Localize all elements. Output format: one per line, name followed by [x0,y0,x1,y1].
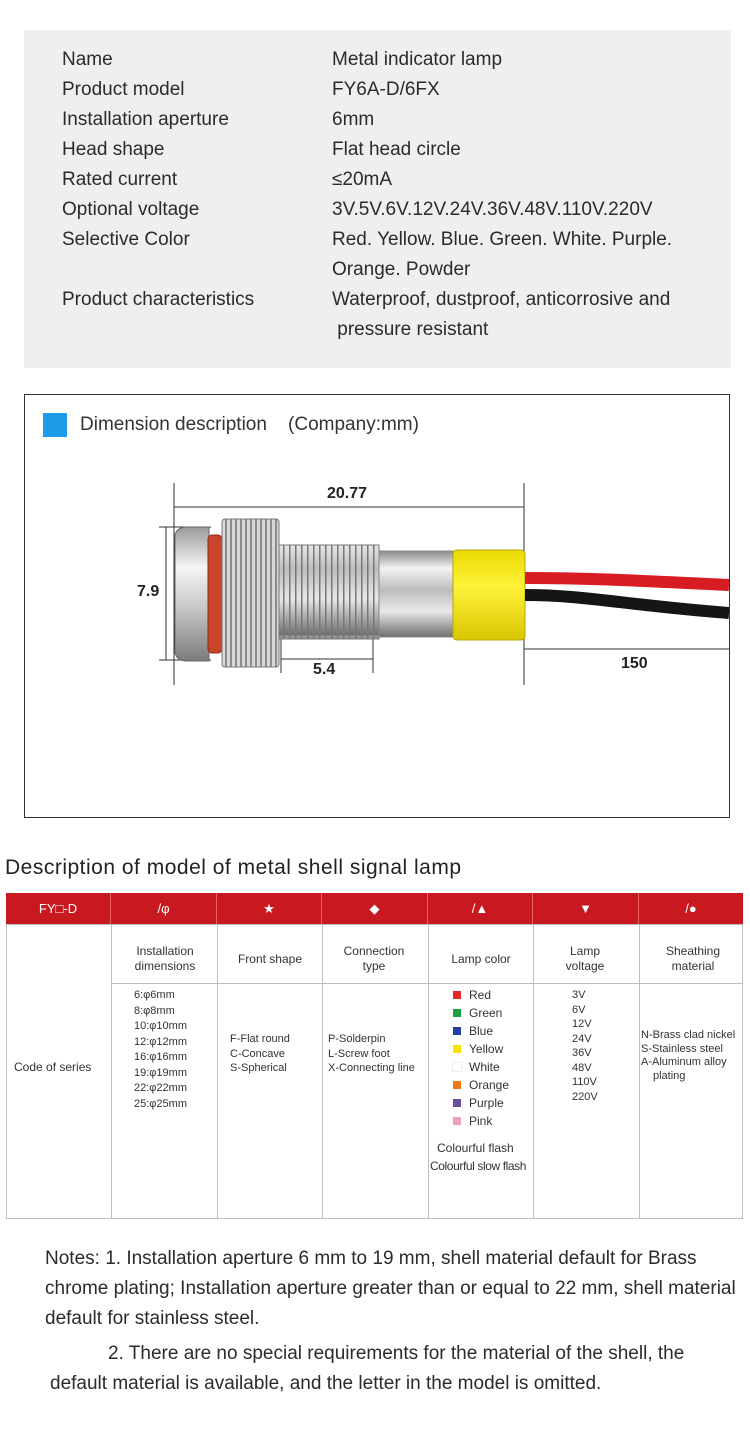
dim-label-wire-length: 150 [621,655,648,672]
table-body [6,924,743,1219]
list-item: 12:φ12mm [134,1035,187,1048]
color-label: Red [469,988,492,1002]
note-1: Notes: 1. Installation aperture 6 mm to 19 mm, shell material default for Brass chrome plating; Installation aperture greater than or equal to 22 mm, shell material default for stainless steel. [45,1248,736,1329]
color-label: Blue [469,1024,494,1038]
subheader-front-shape: Front shape [237,951,303,966]
black-wire [525,595,729,613]
spec-key: Name [62,49,113,70]
list-item: 19:φ19mm [134,1066,187,1079]
list-item: 22:φ22mm [134,1082,187,1094]
list-item: A-Aluminum alloy [641,1056,727,1068]
color-item-purple [453,1094,509,1112]
list-item: 110V [572,1076,597,1088]
spec-key: Rated current [62,169,178,190]
dim-label-total-length: 20.77 [327,485,368,502]
spec-value: ≤20mA [332,169,393,190]
thread-body [279,545,379,639]
color-item-pink [453,1112,509,1130]
dimension-unit: (Company:mm) [288,414,419,435]
color-label: Pink [469,1114,493,1128]
spec-value: 6mm [332,109,375,130]
row-label-code-of-series: Code of series [14,1060,92,1074]
list-item: 16:φ16mm [134,1051,187,1063]
color-label: Orange [469,1078,510,1092]
green-swatch-icon [453,1009,461,1017]
spec-key: Head shape [62,139,165,160]
header-star: ★ [217,893,322,924]
spec-key: Selective Color [62,229,190,250]
list-item: F-Flat round [230,1033,290,1045]
dim-label-head-height: 7.9 [137,583,160,600]
subheader-installation: Installation dimensions [134,944,196,973]
spec-value: FY6A-D/6FX [332,79,440,100]
header-diamond: ◆ [322,893,428,924]
knurled-nut [222,519,279,667]
dimension-panel [24,394,730,818]
list-item: 48V [572,1061,592,1074]
purple-swatch-icon [453,1099,461,1107]
color-item-yellow [453,1040,509,1058]
lamp-color-list [453,986,509,1130]
subheader-sheathing: Sheathing material [665,944,721,973]
spec-value [332,225,722,285]
note-2-line1: 2. There are no special requirements for the material of the shell, the [108,1343,685,1364]
header-diameter: /φ [111,893,217,924]
shaft [379,551,453,637]
lamp-head [175,527,209,661]
list-item: plating [653,1069,686,1082]
list-item: C-Concave [230,1047,286,1060]
color-item-blue [453,1022,509,1040]
sheathing-list [641,1029,735,1083]
color-label: Purple [469,1096,504,1110]
note-2 [50,1339,745,1399]
spec-value-line1: Waterproof, dustproof, anticorrosive and [332,289,671,310]
list-item: 6:φ6mm [134,989,175,1001]
list-item: 6V [572,1003,586,1016]
list-item: 8:φ8mm [134,1004,175,1017]
header-series: FY□-D [6,893,111,924]
orange-swatch-icon [453,1081,461,1089]
spec-table [24,30,731,368]
spec-value-line1: Red. Yellow. Blue. Green. White. Purple. [332,229,673,250]
flash-option-slow: Colourful slow flash [430,1159,527,1173]
list-item: 10:φ10mm [134,1020,187,1032]
spec-value: 3V.5V.6V.12V.24V.36V.48V.110V.220V [332,199,653,220]
flash-option: Colourful flash [437,1141,514,1155]
red-wire [525,578,729,585]
yellow-swatch-icon [453,1045,461,1053]
table-header [6,893,743,924]
white-swatch-icon [453,1063,461,1071]
list-item: P-Solderpin [328,1033,386,1045]
list-item: 220V [572,1090,598,1103]
voltage-list [572,988,598,1104]
list-item: L-Screw foot [328,1047,390,1060]
list-item: 24V [572,1032,592,1045]
front-shape-list [230,1032,290,1076]
yellow-sleeve [453,550,525,640]
spec-key: Installation aperture [62,109,229,130]
color-label: White [469,1060,500,1074]
red-swatch-icon [453,991,461,999]
color-item-green [453,1004,509,1022]
list-item: 25:φ25mm [134,1097,187,1110]
color-item-orange [453,1076,509,1094]
blue-swatch-icon [453,1027,461,1035]
color-item-red [453,986,509,1004]
spec-value [332,285,722,345]
color-label: Green [469,1006,503,1020]
list-item: 36V [572,1047,592,1059]
list-item: N-Brass clad nickel [641,1029,736,1041]
header-triangle-down: ▼ [533,893,639,924]
spec-value: Metal indicator lamp [332,49,503,70]
model-section-title: Description of model of metal shell signal lamp [5,856,462,879]
dim-label-thread-length: 5.4 [313,661,336,678]
subheader-lamp-color: Lamp color [451,951,511,966]
model-code-table [6,893,743,1219]
spec-value-line2: pressure resistant [332,319,489,340]
color-label: Yellow [469,1042,504,1056]
subheader-lamp-voltage: Lamp voltage [565,944,605,973]
header-circle: /● [685,901,697,916]
note-2-line2: default material is available, and the letter in the model is omitted. [50,1373,602,1394]
installation-list [134,988,187,1112]
spec-value-line2: Orange. Powder [332,259,471,280]
notes [45,1244,745,1334]
list-item: S-Stainless steel [641,1042,723,1055]
header-triangle-up: /▲ [428,893,533,924]
lamp-drawing [25,395,729,817]
connection-list [328,1032,415,1076]
spec-key: Product characteristics [62,289,255,310]
spec-key: Product model [62,79,185,100]
list-item: S-Spherical [230,1062,287,1074]
spec-key: Optional voltage [62,199,200,220]
subheader-connection: Connection type [343,944,405,973]
list-item: X-Connecting line [328,1062,415,1074]
list-item: 12V [572,1018,592,1030]
spec-value: Flat head circle [332,139,461,160]
o-ring [208,535,222,653]
list-item: 3V [572,989,586,1001]
pink-swatch-icon [453,1117,461,1125]
color-item-white [453,1058,509,1076]
dimension-title-text: Dimension description [80,414,267,435]
